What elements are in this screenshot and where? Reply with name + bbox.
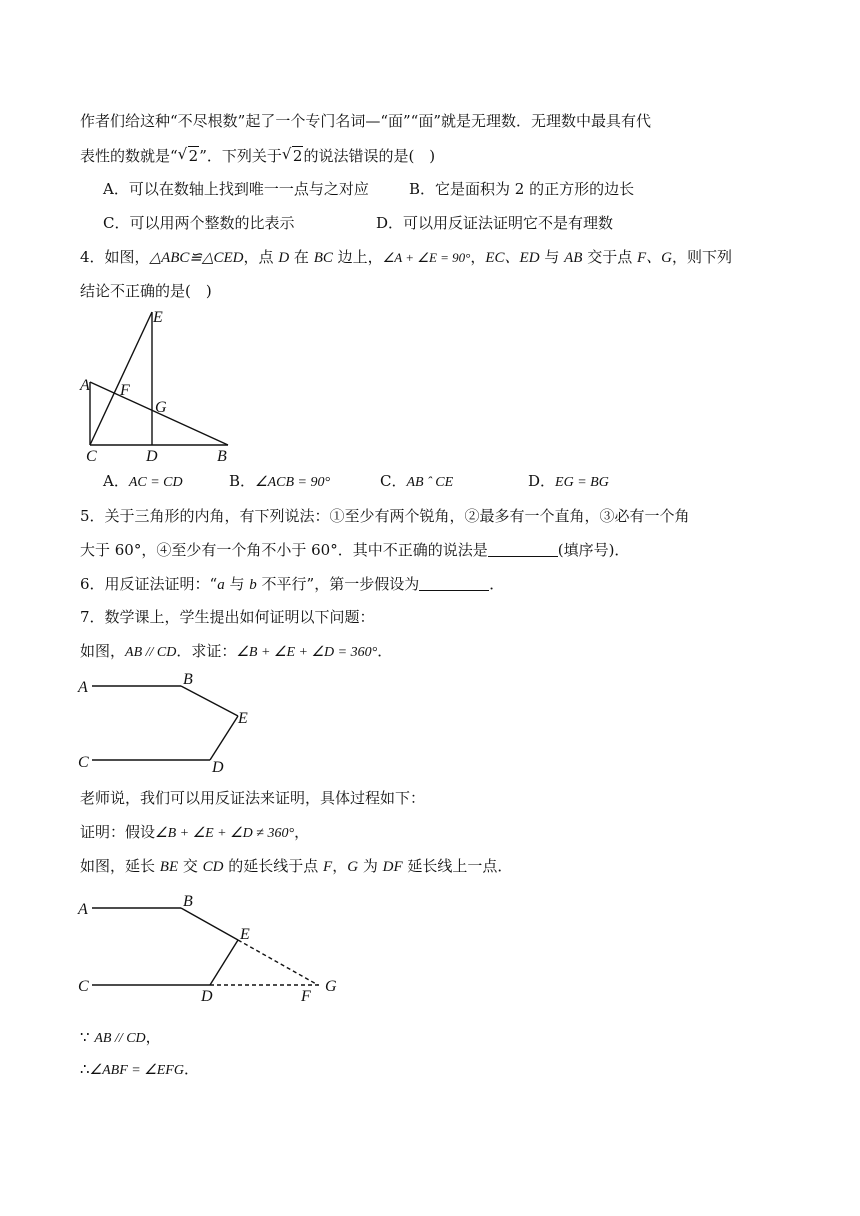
fig1-label-E: E: [238, 710, 248, 727]
label-A: A: [80, 377, 90, 394]
label-B: B: [217, 448, 227, 465]
q3-line2-mid: ”．下列关于: [199, 147, 282, 165]
because-line: ∵ AB // CD，: [80, 1028, 161, 1046]
q7-teacher-line: 老师说，我们可以用反证法来证明，具体过程如下：: [80, 789, 426, 807]
q6-line: 6．用反证法证明：“a 与 b 不平行”，第一步假设为 ．: [80, 575, 505, 593]
q3-option-b: B．它是面积为 2 的正方形的边长: [409, 180, 635, 198]
q5-line1: 5．关于三角形的内角，有下列说法：①至少有两个锐角，②最多有一个直角，③必有一个角: [80, 507, 690, 525]
fig2-label-D: D: [201, 988, 213, 1005]
q4-line1: 4．如图，△ABC≌△CED，点 D 在 BC 边上，∠A + ∠E = 90°，EC、ED 与 AB 交于点 F、G，则下列: [80, 248, 732, 266]
fig1-label-A: A: [78, 679, 88, 696]
fig2-label-E: E: [240, 926, 250, 943]
q7-line1: 7．数学课上，学生提出如何证明以下问题：: [80, 608, 375, 626]
sqrt-two-2: √ 2: [281, 145, 303, 165]
q3-option-a: A．可以在数轴上找到唯一一点与之对应: [103, 180, 369, 198]
q7-proof-line: 证明：假设∠B + ∠E + ∠D ≠ 360°，: [80, 823, 310, 841]
q4-option-c: C．AB ˆ CE: [380, 472, 454, 490]
label-G: G: [155, 399, 167, 416]
label-E: E: [153, 309, 163, 326]
congruence-statement: △ABC≌△CED: [149, 250, 244, 266]
q3-line1: 作者们给这种“不尽根数”起了一个专门名词—“面”“面”就是无理数．无理数中最具有代: [80, 112, 652, 130]
label-D: D: [146, 448, 158, 465]
sqrt-two-1: √ 2: [177, 145, 199, 165]
q3-line2-pre: 表性的数就是“: [80, 147, 178, 165]
q3-option-c: C．可以用两个整数的比表示: [103, 214, 295, 232]
label-F: F: [120, 382, 130, 399]
q3-line2-post: 的说法错误的是( ): [303, 147, 436, 165]
fig1-label-B: B: [183, 671, 193, 688]
label-C: C: [86, 448, 97, 465]
q7-line2: 如图，AB // CD．求证：∠B + ∠E + ∠D = 360°．: [80, 642, 393, 660]
fig2-label-C: C: [78, 978, 89, 995]
fig2-label-A: A: [78, 901, 88, 918]
fig2-label-B: B: [183, 893, 193, 910]
q3-option-d: D．可以用反证法证明它不是有理数: [376, 214, 614, 232]
fig2-label-G: G: [325, 978, 337, 995]
fig1-label-C: C: [78, 754, 89, 771]
q4-option-d: D．EG = BG: [528, 472, 609, 490]
q4-line2: 结论不正确的是( ): [80, 282, 212, 300]
fig1-label-D: D: [212, 759, 224, 776]
q4-option-a: A．AC = CD: [103, 472, 183, 490]
q5-line2: 大于 60°，④至少有一个角不小于 60°．其中不正确的说法是 (填序号)．: [80, 541, 630, 559]
therefore-line: ∴∠ABF = ∠EFG．: [80, 1060, 199, 1078]
q4-option-b: B．∠ACB = 90°: [229, 472, 331, 490]
fig2-label-F: F: [301, 988, 311, 1005]
q7-extension-line: 如图，延长 BE 交 CD 的延长线于点 F，G 为 DF 延长线上一点．: [80, 857, 513, 875]
